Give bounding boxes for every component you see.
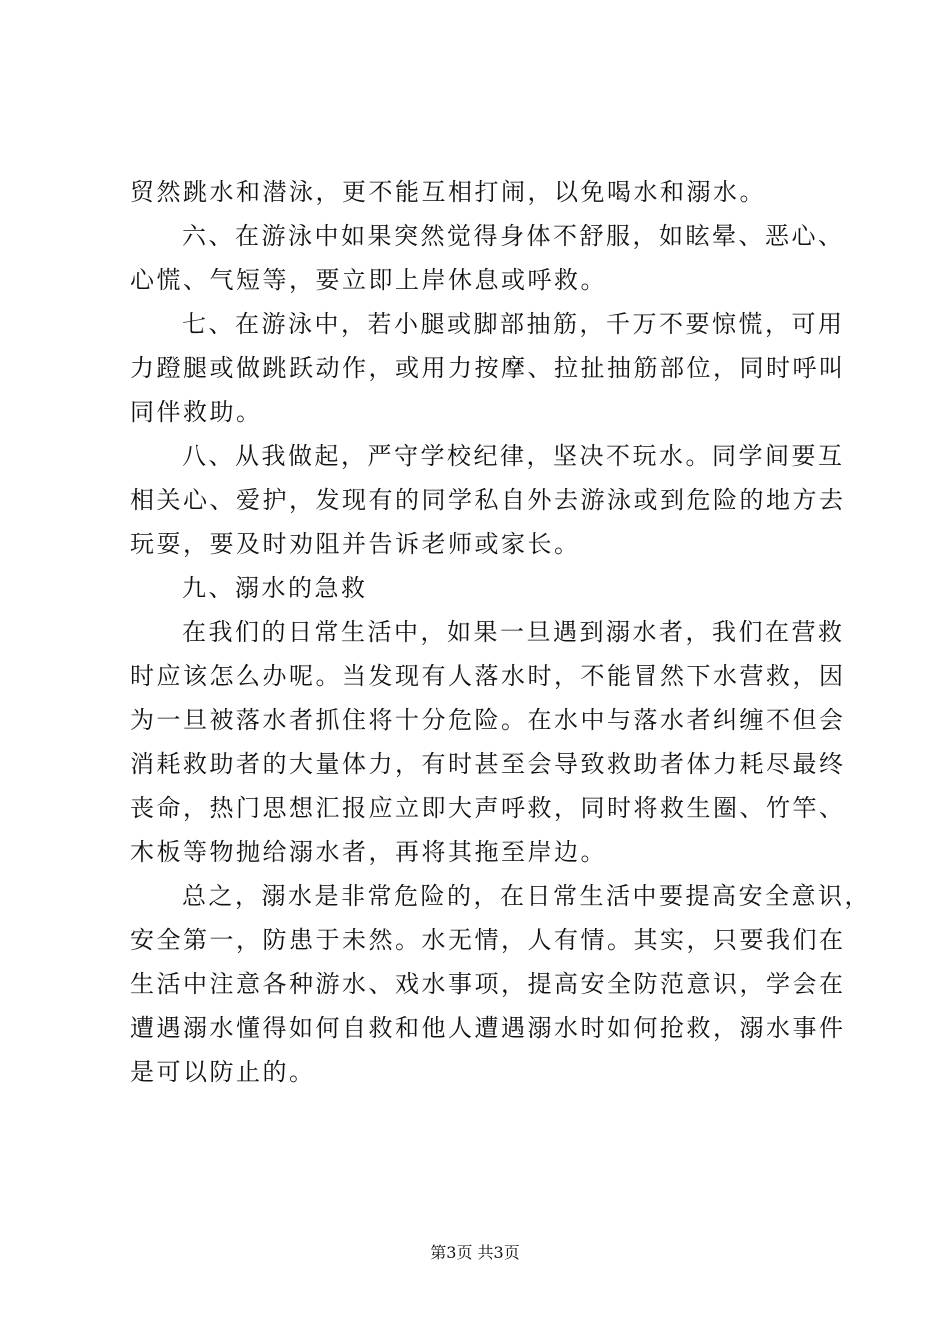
text-line: 贸然跳水和潜泳，更不能互相打闹，以免喝水和溺水。 <box>130 178 766 206</box>
text-line: 力蹬腿或做跳跃动作，或用力按摩、拉扯抽筋部位，同时呼叫 <box>130 354 846 382</box>
text-line: 生活中注意各种游水、戏水事项，提高安全防范意识，学会在 <box>130 970 846 998</box>
text-line: 同伴救助。 <box>130 398 263 426</box>
page-footer <box>0 1242 950 1264</box>
text-line-indented: 八、从我做起，严守学校纪律，坚决不玩水。同学间要互 <box>182 442 845 470</box>
text-line: 心慌、气短等，要立即上岸休息或呼救。 <box>130 266 607 294</box>
text-line-indented: 总之，溺水是非常危险的，在日常生活中要提高安全意识， <box>182 882 871 910</box>
text-line: 安全第一，防患于未然。水无情，人有情。其实，只要我们在 <box>130 926 846 954</box>
text-line: 时应该怎么办呢。当发现有人落水时，不能冒然下水营救，因 <box>130 662 846 690</box>
text-line: 相关心、爱护，发现有的同学私自外去游泳或到危险的地方去 <box>130 486 846 514</box>
text-line: 遭遇溺水懂得如何自救和他人遭遇溺水时如何抢救，溺水事件 <box>130 1014 846 1042</box>
text-line-indented: 在我们的日常生活中，如果一旦遇到溺水者，我们在营救 <box>182 618 845 646</box>
text-line-indented: 七、在游泳中，若小腿或脚部抽筋，千万不要惊慌，可用 <box>182 310 845 338</box>
section-heading: 九、溺水的急救 <box>182 574 368 602</box>
page-number: 第3页 共3页 <box>430 1243 520 1262</box>
text-line: 玩耍，要及时劝阻并告诉老师或家长。 <box>130 530 581 558</box>
document-body <box>130 170 871 1094</box>
text-line: 为一旦被落水者抓住将十分危险。在水中与落水者纠缠不但会 <box>130 706 846 734</box>
text-line: 木板等物抛给溺水者，再将其拖至岸边。 <box>130 838 607 866</box>
text-line: 消耗救助者的大量体力，有时甚至会导致救助者体力耗尽最终 <box>130 750 846 778</box>
text-line: 是可以防止的。 <box>130 1058 316 1086</box>
text-line-indented: 六、在游泳中如果突然觉得身体不舒服，如眩晕、恶心、 <box>182 222 845 250</box>
text-line: 丧命，热门思想汇报应立即大声呼救，同时将救生圈、竹竿、 <box>130 794 846 822</box>
